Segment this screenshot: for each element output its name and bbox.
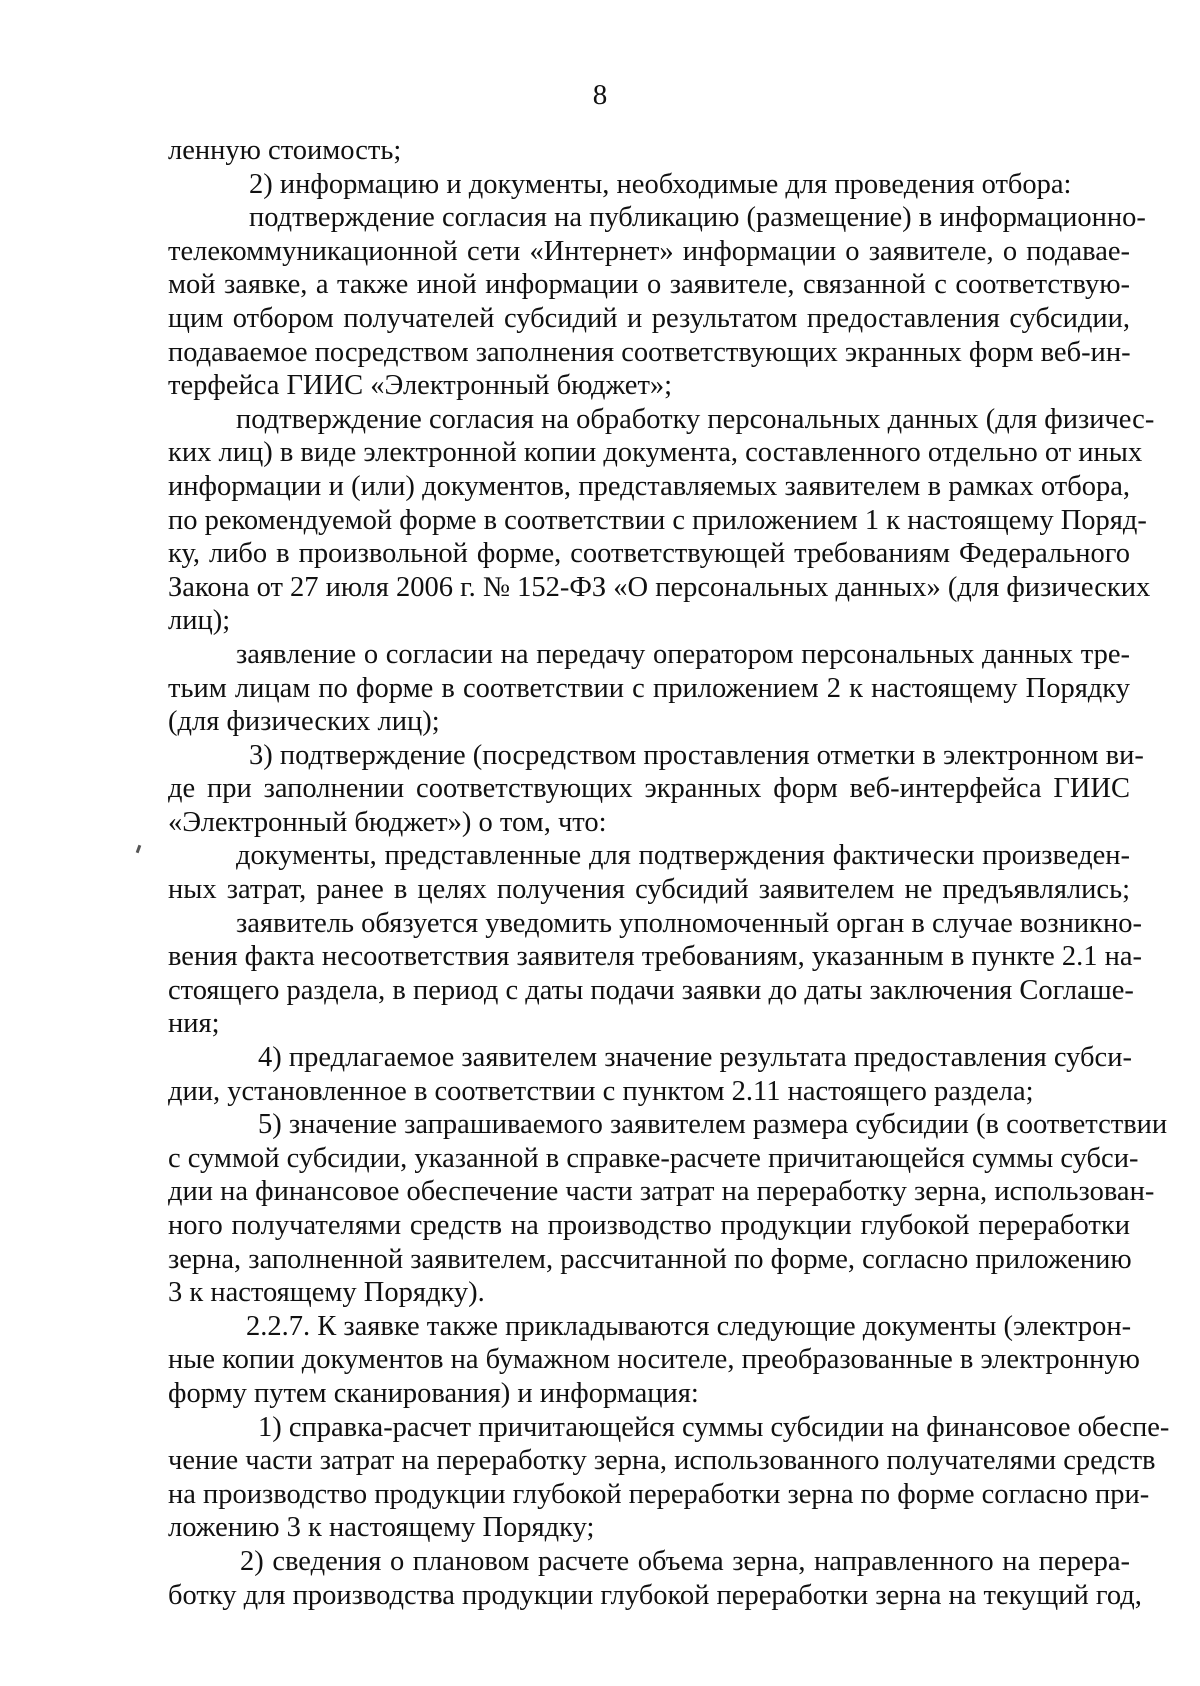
text-line: подтверждение согласия на публикацию (размещение) в информационно- xyxy=(249,202,1146,234)
text-line: дии, установленное в соответствии с пунктом 2.11 настоящего раздела; xyxy=(168,1075,1034,1107)
text-line: ку, либо в произвольной форме, соответствующей требованиям Федерального xyxy=(168,538,1130,570)
text-line: зерна, заполненной заявителем, рассчитанной по форме, согласно приложению xyxy=(168,1243,1132,1275)
text-line: 2) информацию и документы, необходимые для проведения отбора: xyxy=(249,168,1072,200)
text-line: вения факта несоответствия заявителя требованиям, указанным в пункте 2.1 на- xyxy=(168,941,1143,973)
text-line: (для физических лиц); xyxy=(168,706,440,738)
text-line: ного получателями средств на производство продукции глубокой переработки xyxy=(168,1210,1130,1241)
text-line: тьим лицам по форме в соответствии с приложением 2 к настоящему Порядку xyxy=(168,672,1130,704)
text-line: подаваемое посредством заполнения соответствующих экранных форм веб-ин- xyxy=(168,336,1131,368)
text-line: форму путем сканирования) и информация: xyxy=(168,1377,699,1409)
text-line: ботку для производства продукции глубокой переработки зерна на текущий год, xyxy=(168,1579,1142,1611)
text-line: дии на финансовое обеспечение части затрат на переработку зерна, использован- xyxy=(168,1176,1155,1208)
text-line: мой заявке, а также иной информации о заявителе, связанной с соответствую- xyxy=(168,269,1130,301)
text-line: Закона от 27 июля 2006 г. № 152-ФЗ «О персональных данных» (для физических xyxy=(168,571,1151,603)
text-line: ные копии документов на бумажном носителе, преобразованные в электронную xyxy=(168,1344,1140,1376)
text-line: 3) подтверждение (посредством проставления отметки в электронном ви- xyxy=(249,739,1144,771)
text-line: 4) предлагаемое заявителем значение результата предоставления субси- xyxy=(258,1042,1132,1074)
text-line: подтверждение согласия на обработку персональных данных (для физичес- xyxy=(236,403,1155,435)
scan-mark xyxy=(136,845,142,854)
text-line: на производство продукции глубокой переработки зерна по форме согласно при- xyxy=(168,1478,1150,1510)
text-line: де при заполнении соответствующих экранных форм веб-интерфейса ГИИС xyxy=(168,773,1130,805)
text-line: стоящего раздела, в период с даты подачи заявки до даты заключения Соглаше- xyxy=(168,974,1134,1006)
text-line: терфейса ГИИС «Электронный бюджет»; xyxy=(168,370,673,402)
text-line: 3 к настоящему Порядку). xyxy=(168,1277,485,1309)
text-line: документы, представленные для подтверждения фактически произведен- xyxy=(236,840,1130,872)
text-line: щим отбором получателей субсидий и результатом предоставления субсидии, xyxy=(168,302,1130,334)
text-line: 2.2.7. К заявке также прикладываются следующие документы (электрон- xyxy=(246,1310,1132,1342)
text-line: «Электронный бюджет») о том, что: xyxy=(168,806,607,838)
text-line: с суммой субсидии, указанной в справке-расчете причитающейся суммы субси- xyxy=(168,1142,1139,1174)
page-number: 8 xyxy=(592,79,608,111)
text-line: заявитель обязуется уведомить уполномоченный орган в случае возникно- xyxy=(236,907,1142,939)
text-line: 5) значение запрашиваемого заявителем размера субсидии (в соответствии xyxy=(258,1109,1168,1141)
text-line: телекоммуникационной сети «Интернет» информации о заявителе, о подавае- xyxy=(168,235,1130,267)
text-line: чение части затрат на переработку зерна, использованного получателями средств xyxy=(168,1445,1156,1477)
text-line: ложению 3 к настоящему Порядку; xyxy=(168,1512,595,1544)
text-line: заявление о согласии на передачу оператором персональных данных тре- xyxy=(236,638,1130,670)
text-line: ленную стоимость; xyxy=(168,135,402,166)
text-line: лиц); xyxy=(168,605,231,637)
text-line: 1) справка-расчет причитающейся суммы субсидии на финансовое обеспе- xyxy=(258,1411,1170,1443)
text-line: ния; xyxy=(168,1008,220,1040)
text-line: информации и (или) документов, представляемых заявителем в рамках отбора, xyxy=(168,470,1130,502)
document-body xyxy=(168,134,1170,1612)
text-line: ких лиц) в виде электронной копии документа, составленного отдельно от иных xyxy=(168,437,1143,469)
text-line: ных затрат, ранее в целях получения субсидий заявителем не предъявлялись; xyxy=(168,874,1130,906)
text-line: 2) сведения о плановом расчете объема зерна, направленного на перера- xyxy=(240,1545,1130,1577)
text-line: по рекомендуемой форме в соответствии с приложением 1 к настоящему Поряд- xyxy=(168,504,1147,536)
